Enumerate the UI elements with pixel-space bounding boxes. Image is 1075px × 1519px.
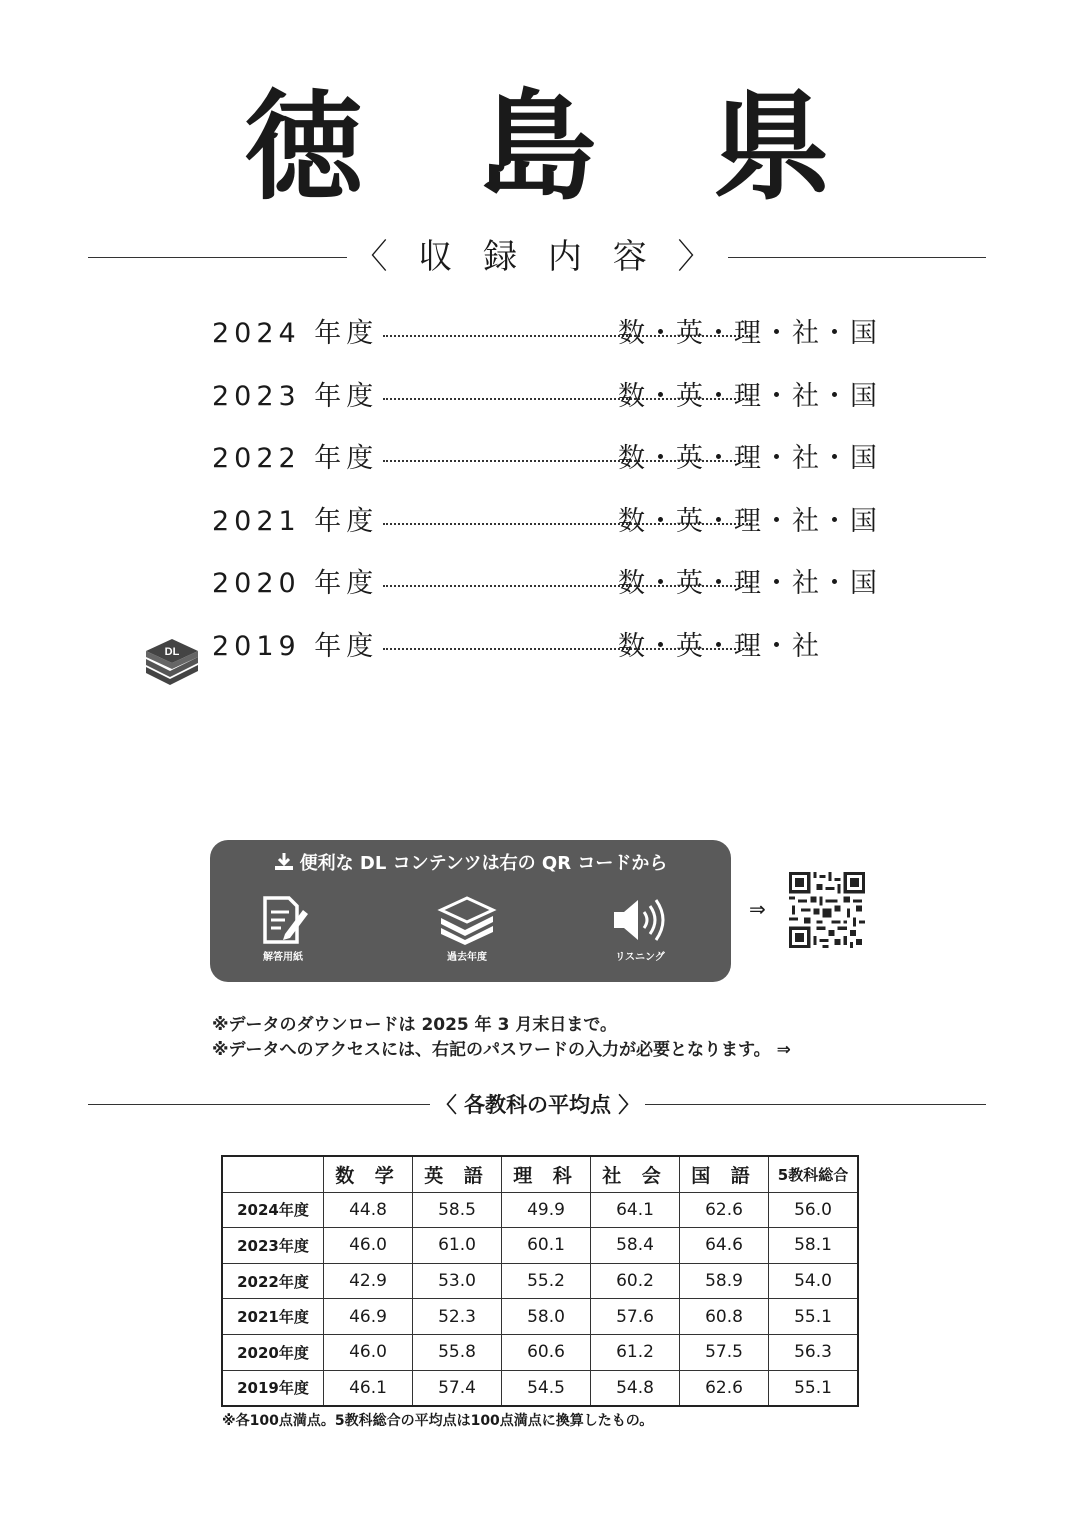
table-cell: 46.0 (324, 1334, 413, 1370)
table-cell: 54.0 (769, 1263, 859, 1299)
table-cell: 58.4 (591, 1228, 680, 1264)
speaker-icon (610, 894, 670, 946)
table-corner (222, 1156, 324, 1192)
table-cell: 64.6 (680, 1228, 769, 1264)
contents-row (140, 373, 900, 436)
column-header: 英 語 (413, 1156, 502, 1192)
table-header-row (222, 1156, 858, 1192)
prefecture-title (0, 78, 1075, 216)
row-year: 2022年度 (222, 1263, 324, 1299)
contents-subjects: 数・英・理・社・国 (618, 443, 879, 474)
averages-header-text: 〈 各教科の平均点 〉 (430, 1089, 646, 1121)
download-notes (212, 1013, 791, 1063)
contents-row (140, 310, 900, 373)
table-row (222, 1263, 858, 1299)
table-cell: 42.9 (324, 1263, 413, 1299)
answer-sheet-label: 解答用紙 (263, 952, 303, 963)
contents-row (140, 498, 900, 561)
table-cell: 55.2 (502, 1263, 591, 1299)
answer-sheet-icon (255, 894, 311, 946)
table-cell: 60.6 (502, 1334, 591, 1370)
contents-list (140, 310, 900, 685)
note-line: ※データへのアクセスには、右記のパスワードの入力が必要となります。 ⇒ (212, 1040, 791, 1060)
contents-subjects: 数・英・理・社・国 (618, 568, 879, 599)
table-cell: 55.8 (413, 1334, 502, 1370)
contents-header-text: 〈 収 録 内 容 〉 (347, 234, 727, 280)
contents-subjects: 数・英・理・社・国 (618, 380, 879, 412)
table-cell: 58.9 (680, 1263, 769, 1299)
table-cell: 49.9 (502, 1192, 591, 1228)
table-row (222, 1370, 858, 1406)
table-cell: 46.0 (324, 1228, 413, 1264)
row-year: 2024年度 (222, 1192, 324, 1228)
table-cell: 44.8 (324, 1192, 413, 1228)
dl-badge-label: DL (164, 645, 180, 658)
contents-row (140, 435, 900, 498)
table-cell: 62.6 (680, 1192, 769, 1228)
row-year: 2019年度 (222, 1370, 324, 1406)
contents-subjects: 数・英・理・社・国 (618, 318, 879, 349)
listening-item[interactable] (590, 894, 690, 963)
column-header: 5教科総合 (769, 1156, 859, 1192)
answer-sheet-item[interactable] (233, 894, 333, 963)
past-years-label: 過去年度 (447, 952, 487, 963)
table-cell: 60.1 (502, 1228, 591, 1264)
dl-caption (210, 849, 731, 875)
column-header: 社 会 (591, 1156, 680, 1192)
table-cell: 58.5 (413, 1192, 502, 1228)
qr-code[interactable] (789, 872, 865, 948)
listening-label: リスニング (615, 952, 665, 963)
table-cell: 57.6 (591, 1299, 680, 1335)
table-cell: 57.4 (413, 1370, 502, 1406)
table-cell: 56.3 (769, 1334, 859, 1370)
dl-content-panel (210, 840, 731, 982)
column-header: 理 科 (502, 1156, 591, 1192)
note-line: ※データのダウンロードは 2025 年 3 月末日まで。 (212, 1015, 618, 1035)
table-cell: 55.1 (769, 1299, 859, 1335)
title-char: 徳 (244, 78, 363, 216)
table-cell: 62.6 (680, 1370, 769, 1406)
table-cell: 46.1 (324, 1370, 413, 1406)
table-cell: 57.5 (680, 1334, 769, 1370)
row-year: 2023年度 (222, 1228, 324, 1264)
table-cell: 54.8 (591, 1370, 680, 1406)
table-row (222, 1334, 858, 1370)
contents-subjects: 数・英・理・社・国 (618, 505, 879, 537)
table-footnote: ※各100点満点。5教科総合の平均点は100点満点に換算したもの。 (222, 1413, 654, 1429)
table-cell: 64.1 (591, 1192, 680, 1228)
row-year: 2020年度 (222, 1334, 324, 1370)
contents-year: 2020 年度 (212, 568, 379, 599)
dl-books-icon (140, 633, 202, 687)
table-cell: 58.0 (502, 1299, 591, 1335)
table-cell: 60.8 (680, 1299, 769, 1335)
averages-table (221, 1155, 859, 1407)
past-years-item[interactable] (417, 894, 517, 963)
contents-row (140, 560, 900, 623)
table-cell: 58.1 (769, 1228, 859, 1264)
table-cell: 60.2 (591, 1263, 680, 1299)
contents-year: 2024 年度 (212, 318, 379, 349)
row-year: 2021年度 (222, 1299, 324, 1335)
table-cell: 55.1 (769, 1370, 859, 1406)
contents-year: 2022 年度 (212, 443, 379, 474)
table-cell: 46.9 (324, 1299, 413, 1335)
contents-year: 2019 年度 (212, 630, 379, 662)
books-icon (437, 894, 497, 946)
table-row (222, 1192, 858, 1228)
column-header: 国 語 (680, 1156, 769, 1192)
arrow-to-qr: ⇒ (749, 897, 766, 921)
table-cell: 56.0 (769, 1192, 859, 1228)
column-header: 数 学 (324, 1156, 413, 1192)
table-cell: 53.0 (413, 1263, 502, 1299)
title-char: 島 (478, 78, 597, 216)
contents-subjects: 数・英・理・社 (618, 630, 821, 662)
contents-header (0, 234, 1075, 280)
download-icon (274, 853, 294, 871)
contents-year: 2023 年度 (212, 380, 379, 412)
table-row (222, 1299, 858, 1335)
title-char: 県 (712, 78, 831, 216)
contents-year: 2021 年度 (212, 505, 379, 537)
dl-caption-text: 便利な DL コンテンツは右の QR コードから (299, 853, 668, 874)
contents-row (140, 623, 900, 686)
table-cell: 52.3 (413, 1299, 502, 1335)
table-cell: 54.5 (502, 1370, 591, 1406)
table-cell: 61.0 (413, 1228, 502, 1264)
table-row (222, 1228, 858, 1264)
averages-header (0, 1089, 1075, 1121)
table-cell: 61.2 (591, 1334, 680, 1370)
